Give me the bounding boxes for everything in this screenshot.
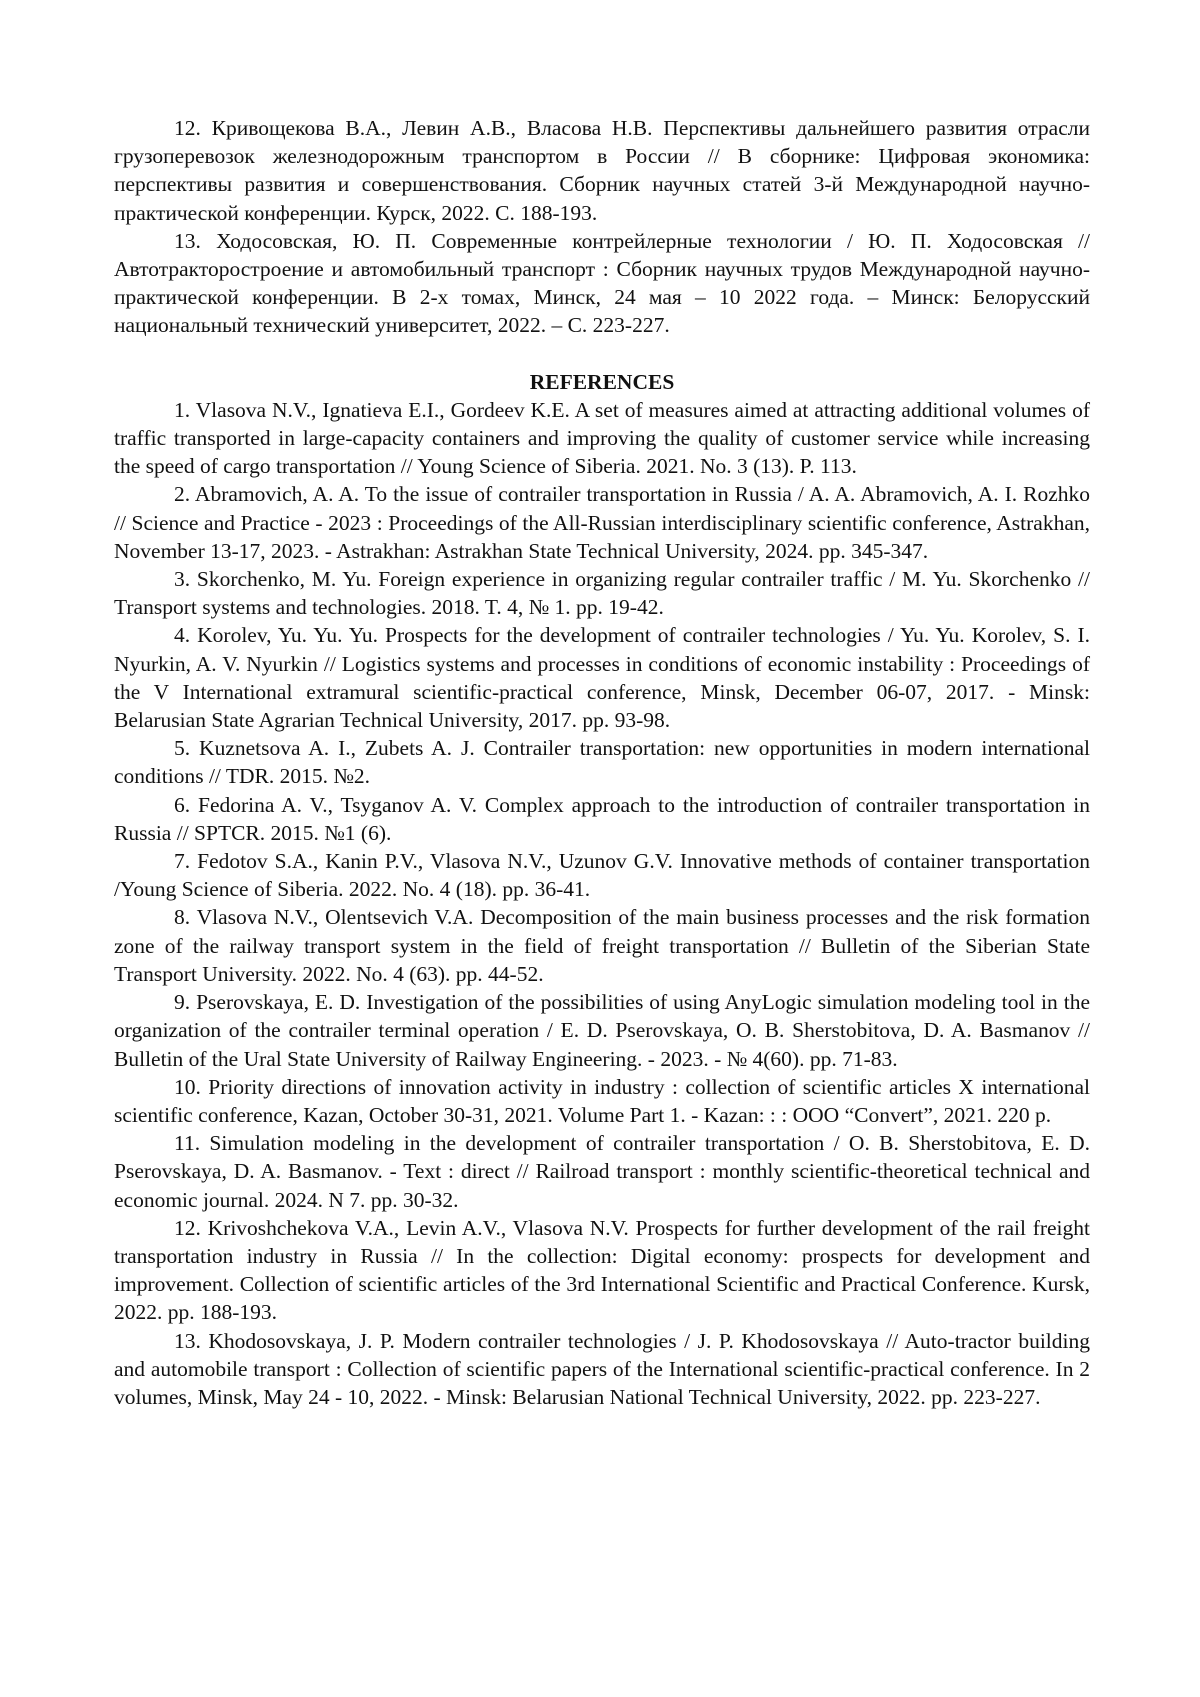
reference-12: 12. Krivoshchekova V.A., Levin A.V., Vlasova N.V. Prospects for further development of the rail freight transportation industry in Russia // In the collection: Digital economy: prospects for development and improvement. Collection of scientific articles of the 3rd International Scientific and Practical Conference. Kursk, 2022. pp. 188-193. (114, 1215, 1090, 1325)
reference-11: 11. Simulation modeling in the development of contrailer transportation / O. B. Sherstobitova, E. D. Pserovskaya, D. A. Basmanov. - Text : direct // Railroad transport : monthly scientific-theoretical technical and economic journal. 2024. N 7. pp. 30-32. (114, 1131, 1090, 1212)
reference-5: 5. Kuznetsova A. I., Zubets A. J. Contrailer transportation: new opportunities in modern international conditions // TDR. 2015. №2. (114, 736, 1090, 789)
ru-reference-12: 12. Кривощекова В.А., Левин А.В., Власова Н.В. Перспективы дальнейшего развития отрасли грузоперевозок железнодорожным транспортом в России // В сборнике: Цифровая экономика: перспективы развития и совершенствования. Сборник научных статей 3-й Международной научно-практической конференции. Курск, 2022. С. 188-193. (114, 116, 1090, 225)
reference-2: 2. Abramovich, A. A. To the issue of contrailer transportation in Russia / A. A. Abramovich, A. I. Rozhko // Science and Practice - 2023 : Proceedings of the All-Russian interdisciplinary scientific conference, Astrakhan, November 13-17, 2023. - Astrakhan: Astrakhan State Technical University, 2024. pp. 345-347. (114, 482, 1090, 563)
reference-3: 3. Skorchenko, M. Yu. Foreign experience in organizing regular contrailer traffic / M. Yu. Skorchenko // Transport systems and technologies. 2018. T. 4, № 1. pp. 19-42. (114, 567, 1090, 620)
reference-9: 9. Pserovskaya, E. D. Investigation of the possibilities of using AnyLogic simulation modeling tool in the organization of the contrailer terminal operation / E. D. Pserovskaya, O. B. Sherstobitova, D. A. Basmanov // Bulletin of the Ural State University of Railway Engineering. - 2023. - № 4(60). pp. 71-83. (114, 990, 1090, 1071)
reference-8: 8. Vlasova N.V., Olentsevich V.A. Decomposition of the main business processes and the risk formation zone of the railway transport system in the field of freight transportation // Bulletin of the Siberian State Transport University. 2022. No. 4 (63). pp. 44-52. (114, 905, 1090, 986)
document-page (114, 114, 1090, 1411)
references-heading: REFERENCES (529, 369, 675, 394)
reference-1: 1. Vlasova N.V., Ignatieva E.I., Gordeev K.E. A set of measures aimed at attracting additional volumes of traffic transported in large-capacity containers and improving the quality of customer service while increasing the speed of cargo transportation // Young Science of Siberia. 2021. No. 3 (13). P. 113. (114, 397, 1090, 479)
reference-10: 10. Priority directions of innovation activity in industry : collection of scientific articles X international scientific conference, Kazan, October 30-31, 2021. Volume Part 1. - Kazan: : : OOO “Convert”, 2021. 220 p. (114, 1074, 1090, 1127)
reference-13: 13. Khodosovskaya, J. P. Modern contrailer technologies / J. P. Khodosovskaya // Auto-tractor building and automobile transport : Collection of scientific papers of the International scientific-practical conference. In 2 volumes, Minsk, May 24 - 10, 2022. - Minsk: Belarusian National Technical University, 2022. pp. 223-227. (114, 1328, 1090, 1409)
reference-7: 7. Fedotov S.A., Kanin P.V., Vlasova N.V., Uzunov G.V. Innovative methods of container transportation /Young Science of Siberia. 2022. No. 4 (18). pp. 36-41. (114, 849, 1090, 902)
reference-6: 6. Fedorina A. V., Tsyganov A. V. Complex approach to the introduction of contrailer transportation in Russia // SPTCR. 2015. №1 (6). (114, 792, 1090, 845)
reference-4: 4. Korolev, Yu. Yu. Yu. Prospects for the development of contrailer technologies / Yu. Yu. Korolev, S. I. Nyurkin, A. V. Nyurkin // Logistics systems and processes in conditions of economic instability : Proceedings of the V International extramural scientific-practical conference, Minsk, December 06-07, 2017. - Minsk: Belarusian State Agrarian Technical University, 2017. pp. 93-98. (114, 623, 1090, 733)
ru-reference-13: 13. Ходосовская, Ю. П. Современные контрейлерные технологии / Ю. П. Ходосовская // Автотракторостроение и автомобильный транспорт : Сборник научных трудов Международной научно-практической конференции. В 2-х томах, Минск, 24 мая – 10 2022 года. – Минск: Белорусский национальный технический университет, 2022. – С. 223-227. (114, 228, 1090, 338)
